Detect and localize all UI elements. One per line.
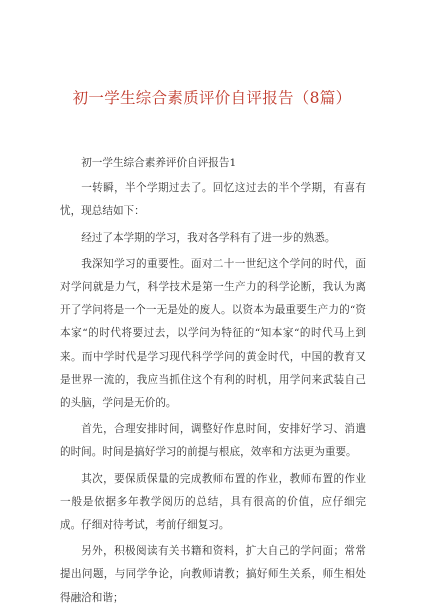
paragraph-importance: 我深知学习的重要性。面对二十一世纪这个学问的时代，面对学问就是力气，科学技术是第一生产力的科学论断，我认为离开了学问将是一个一无是处的废人。以资本为最重要生产力的“资本家“的时代将要过去，以学问为特征的“知本家“的时代马上到来。而中学时代是学习现代科学学问的黄金时代，中国的教育又是世界一流的，我应当抓住这个有利的时机，用学问来武装自己的头脑，学问是无价的。 [60,257,366,410]
paragraph-intro: 一转瞬，半个学期过去了。回忆这过去的半个学期，有喜有忧，现总结如下： [60,182,366,218]
paragraph-additionally: 另外，积极阅读有关书籍和资料，扩大自己的学问面；常常提出问题，与同学争论，向教师请教；搞好师生关系，师生相处得融洽和谐； [60,545,366,604]
document-body [60,152,366,610]
paragraph-first: 首先，合理安排时间，调整好作息时间，安排好学习、消遣的时间。时间是搞好学习的前提与根底，效率和方法更为重要。 [60,423,366,459]
section-subheading: 初一学生综合素养评价自评报告1 [81,157,237,169]
document-title: 初一学生综合素质评价自评报告（8篇） [72,89,352,107]
paragraph-second: 其次，要保质保量的完成教师布置的作业，教师布置的作业一般是依据多年教学阅历的总结，具有很高的价值，应仔细完成。仔细对待考试，考前仔细复习。 [60,472,366,532]
paragraph-familiarity: 经过了本学期的学习，我对各学科有了进一步的熟悉。 [81,231,336,244]
